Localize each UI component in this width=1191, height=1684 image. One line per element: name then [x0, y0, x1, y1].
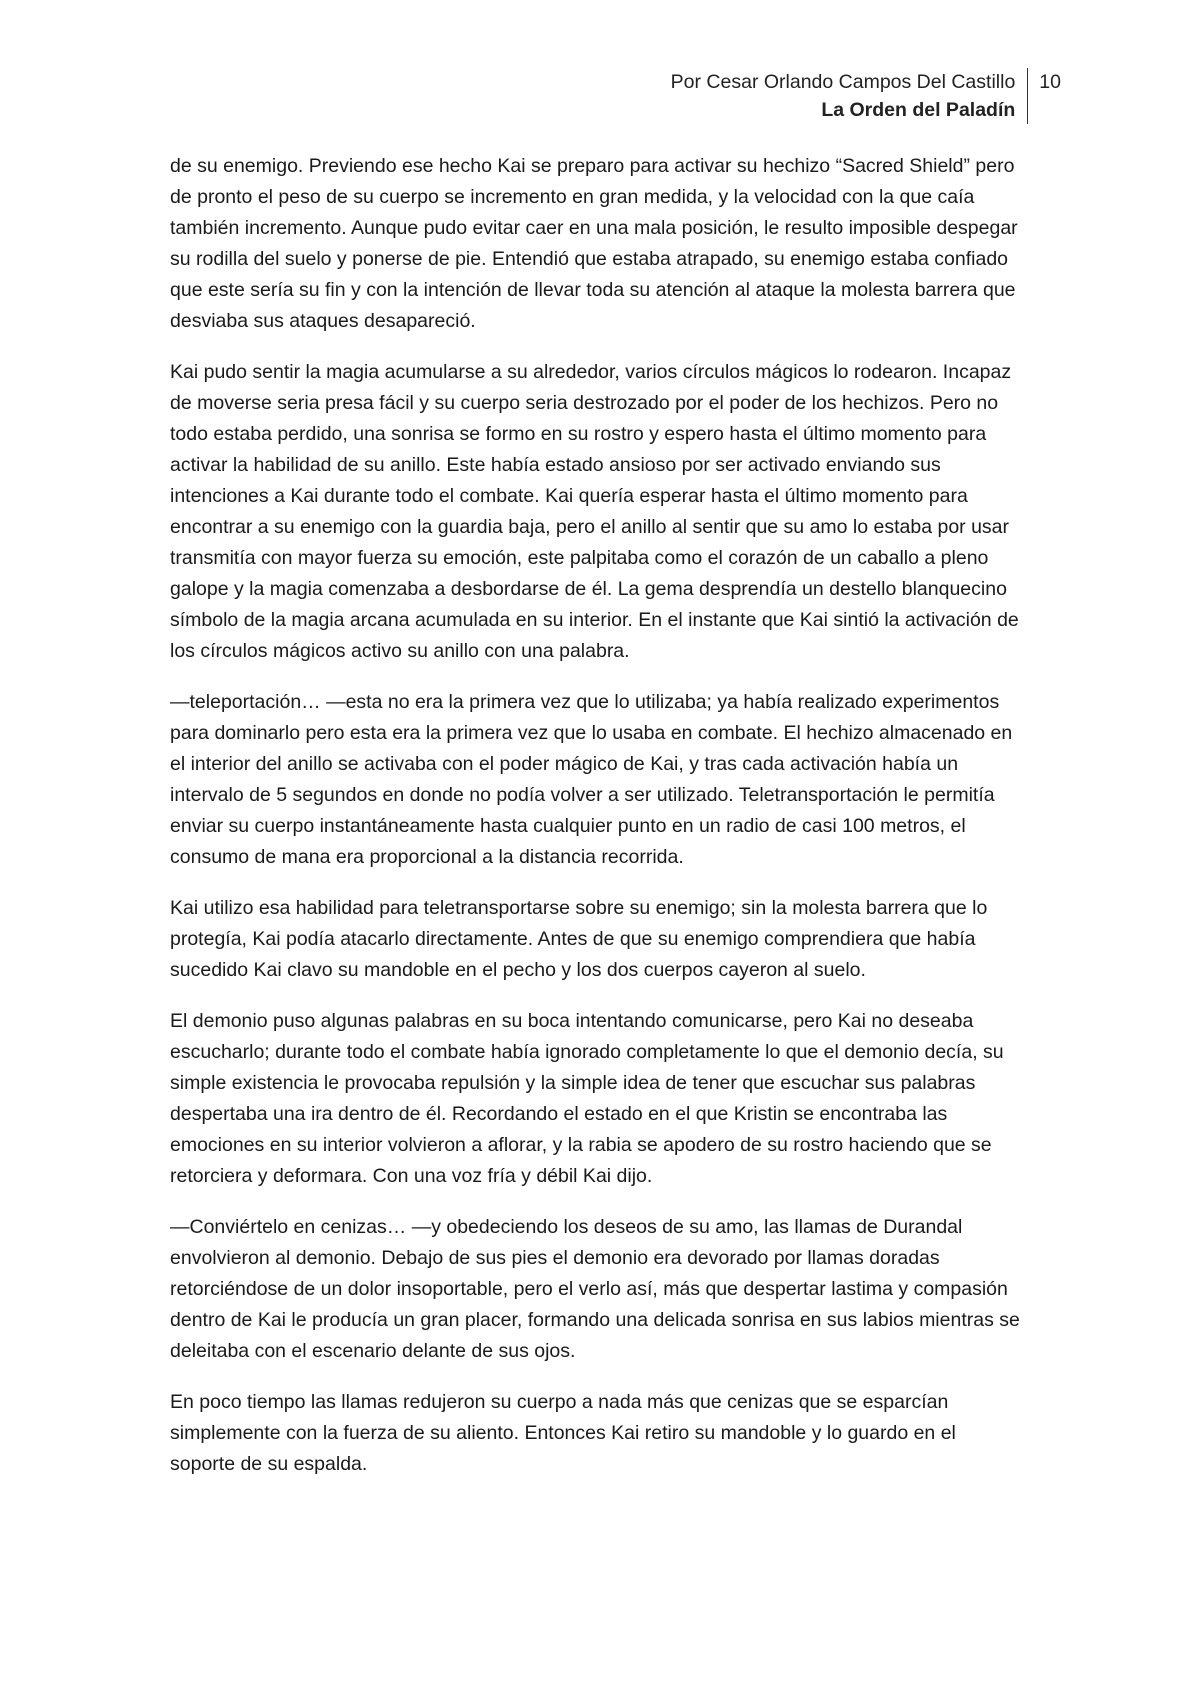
header-author: Por Cesar Orlando Campos Del Castillo	[670, 71, 1016, 93]
header-book-title: La Orden del Paladín	[821, 99, 1016, 121]
header-text-block	[671, 68, 1028, 124]
paragraph: En poco tiempo las llamas redujeron su cuerpo a nada más que cenizas que se esparcían simplemente con la fuerza de su aliento. Entonces Kai retiro su mandoble y lo guardo en el soporte de su espalda.	[170, 1391, 956, 1475]
paragraph: —Conviértelo en cenizas… —y obedeciendo los deseos de su amo, las llamas de Durandal envolvieron al demonio. Debajo de sus pies el demonio era devorado por llamas doradas retorciéndose de un dolor insoportable, pero el verlo así, más que despertar lastima y compasión dentro de Kai le producía un gran placer, formando una delicada sonrisa en sus labios mientras se deleitaba con el escenario delante de sus ojos.	[170, 1216, 1020, 1362]
page-header	[671, 68, 1061, 124]
body-text	[170, 151, 1023, 1500]
paragraph: Kai utilizo esa habilidad para teletransportarse sobre su enemigo; sin la molesta barrera que lo protegía, Kai podía atacarlo directamente. Antes de que su enemigo comprendiera que había sucedido Kai clavo su mandoble en el pecho y los dos cuerpos cayeron al suelo.	[170, 897, 988, 981]
paragraph: Kai pudo sentir la magia acumularse a su alrededor, varios círculos mágicos lo rodearon. Incapaz de moverse seria presa fácil y su cuerpo seria destrozado por el poder de los hechizos. Pero no todo estaba perdido, una sonrisa se formo en su rostro y espero hasta el último momento para activar la habilidad de su anillo. Este había estado ansioso por ser activado enviando sus intenciones a Kai durante todo el combate. Kai quería esperar hasta el último momento para encontrar a su enemigo con la guardia baja, pero el anillo al sentir que su amo lo estaba por usar transmitía con mayor fuerza su emoción, este palpitaba como el corazón de un caballo a pleno galope y la magia comenzaba a desbordarse de él. La gema desprendía un destello blanquecino símbolo de la magia arcana acumulada en su interior. En el instante que Kai sintió la activación de los círculos mágicos activo su anillo con una palabra.	[170, 361, 1019, 662]
paragraph: de su enemigo. Previendo ese hecho Kai se preparo para activar su hechizo “Sacred Shield” pero de pronto el peso de su cuerpo se incremento en gran medida, y la velocidad con la que caía también incremento. Aunque pudo evitar caer en una mala posición, le resulto imposible despegar su rodilla del suelo y ponerse de pie. Entendió que estaba atrapado, su enemigo estaba confiado que este sería su fin y con la intención de llevar toda su atención al ataque la molesta barrera que desviaba sus ataques desapareció.	[170, 155, 1018, 332]
paragraph: El demonio puso algunas palabras en su boca intentando comunicarse, pero Kai no deseaba escucharlo; durante todo el combate había ignorado completamente lo que el demonio decía, su simple existencia le provocaba repulsión y la simple idea de tener que escuchar sus palabras despertaba una ira dentro de él. Recordando el estado en el que Kristin se encontraba las emociones en su interior volvieron a aflorar, y la rabia se apodero de su rostro haciendo que se retorciera y deformara. Con una voz fría y débil Kai dijo.	[170, 1010, 1004, 1187]
page-number: 10	[1039, 71, 1061, 93]
paragraph: —teleportación… —esta no era la primera vez que lo utilizaba; ya había realizado experimentos para dominarlo pero esta era la primera vez que lo usaba en combate. El hechizo almacenado en el interior del anillo se activaba con el poder mágico de Kai, y tras cada activación había un intervalo de 5 segundos en donde no podía volver a ser utilizado. Teletransportación le permitía enviar su cuerpo instantáneamente hasta cualquier punto en un radio de casi 100 metros, el consumo de mana era proporcional a la distancia recorrida.	[170, 691, 1013, 868]
